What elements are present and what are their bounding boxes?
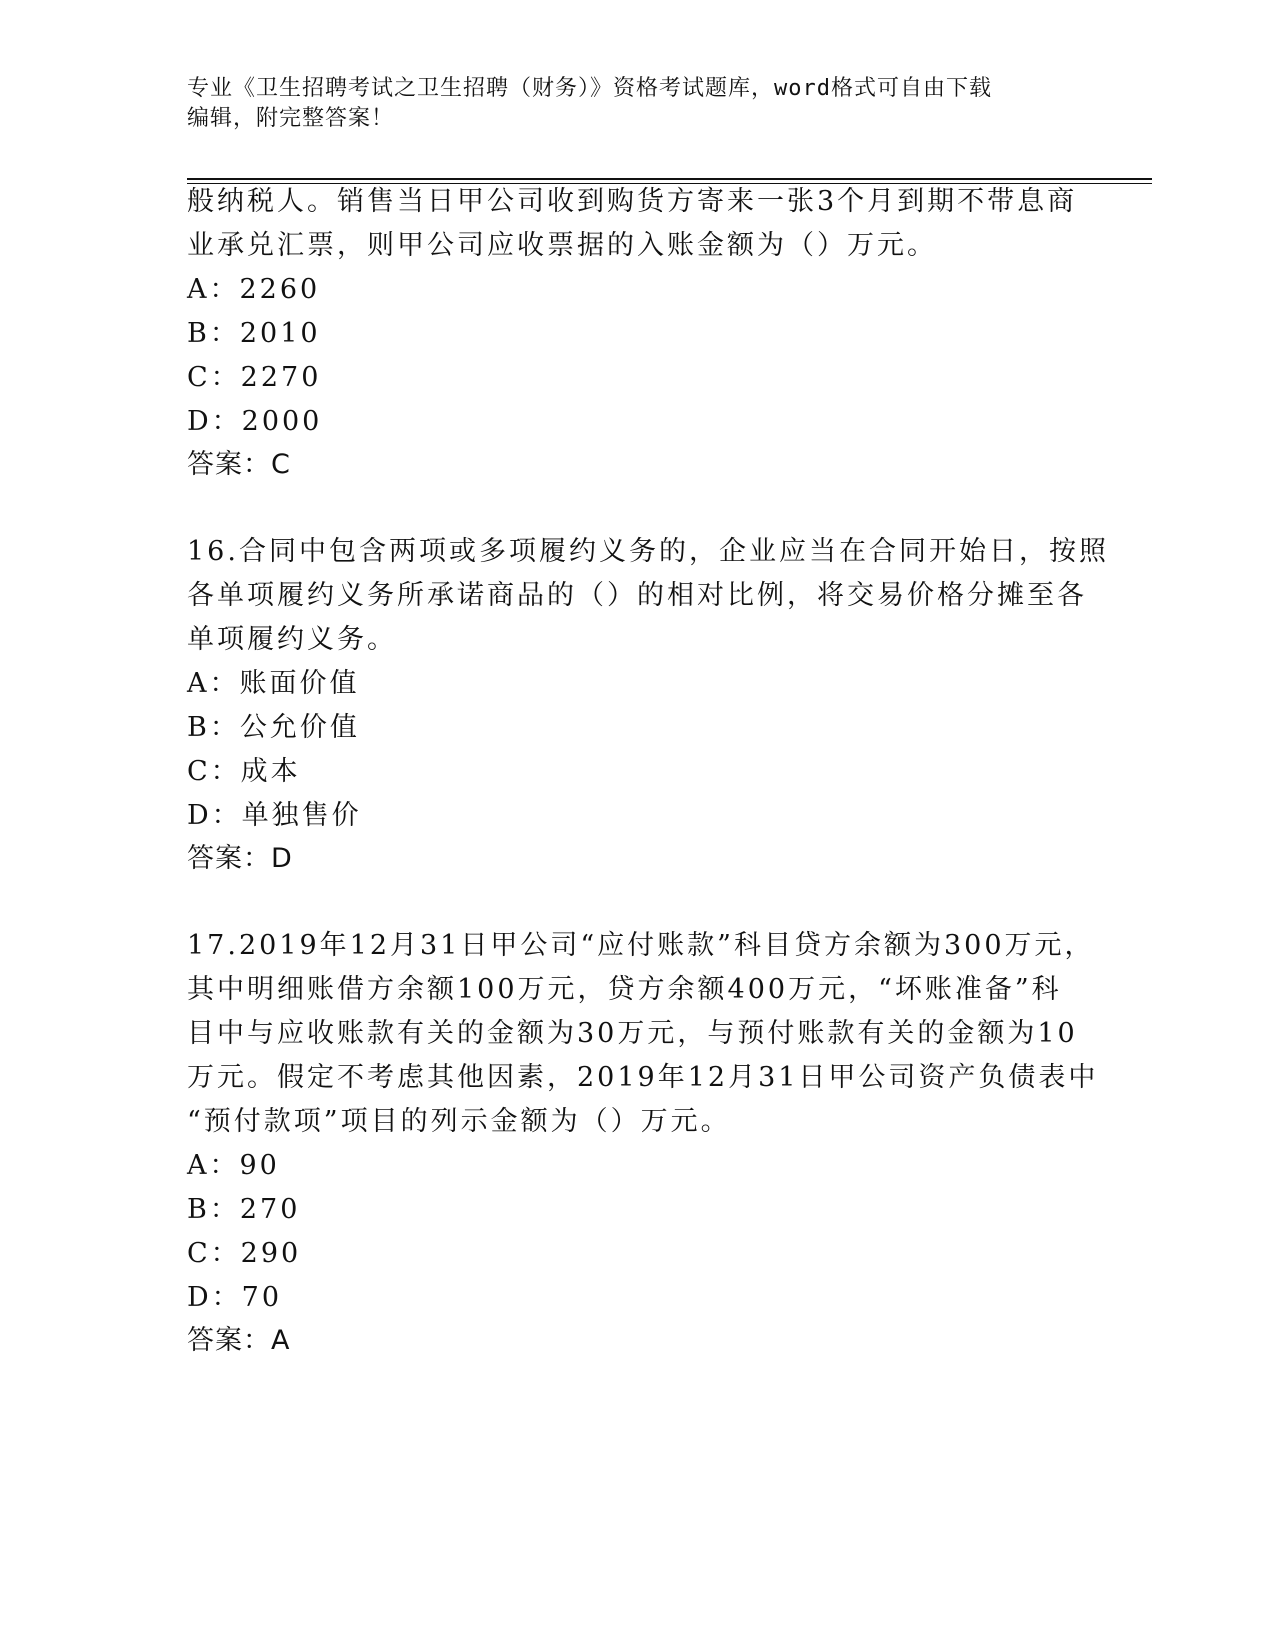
header-rule-thick [187,178,1152,180]
q17-stem-line-1: 17.2019年12月31日甲公司“应付账款”科目贷方余额为300万元， [187,930,1095,961]
header-line-1: 专业《卫生招聘考试之卫生招聘（财务）》资格考试题库，word格式可自由下载 [187,76,992,101]
q17-stem-line-3: 目中与应收账款有关的金额为30万元，与预付账款有关的金额为10 [187,1018,1078,1049]
q16-stem-line-1: 16.合同中包含两项或多项履约义务的，企业应当在合同开始日，按照 [187,536,1109,567]
q15-answer: 答案：C [187,449,291,480]
q15-option-c: C：2270 [187,362,322,393]
q17-answer: 答案：A [187,1325,291,1356]
q17-option-c: C：290 [187,1238,302,1269]
q15-option-b: B：2010 [187,318,321,349]
q15-stem-line-1: 般纳税人。销售当日甲公司收到购货方寄来一张3个月到期不带息商 [187,186,1078,217]
q15-option-d: D：2000 [187,406,323,437]
document-header [187,74,1087,134]
q17-option-a: A：90 [187,1150,280,1181]
q16-option-c: C：成本 [187,756,301,787]
q16-stem-line-3: 单项履约义务。 [187,624,397,655]
q15-stem-line-2: 业承兑汇票，则甲公司应收票据的入账金额为（）万元。 [187,230,937,261]
q17-stem-line-5: “预付款项”项目的列示金额为（）万元。 [187,1106,731,1137]
q16-option-a: A：账面价值 [187,668,360,699]
q16-option-b: B：公允价值 [187,712,360,743]
q17-option-b: B：270 [187,1194,301,1225]
q17-option-d: D：70 [187,1282,283,1313]
q16-option-d: D：单独售价 [187,800,362,831]
q16-stem-line-2: 各单项履约义务所承诺商品的（）的相对比例，将交易价格分摊至各 [187,580,1087,611]
header-line-2: 编辑，附完整答案！ [187,106,395,131]
q16-answer: 答案：D [187,843,293,874]
q15-option-a: A：2260 [187,274,321,305]
q17-stem-line-4: 万元。假定不考虑其他因素，2019年12月31日甲公司资产负债表中 [187,1062,1099,1093]
q17-stem-line-2: 其中明细账借方余额100万元，贷方余额400万元，“坏账准备”科 [187,974,1062,1005]
